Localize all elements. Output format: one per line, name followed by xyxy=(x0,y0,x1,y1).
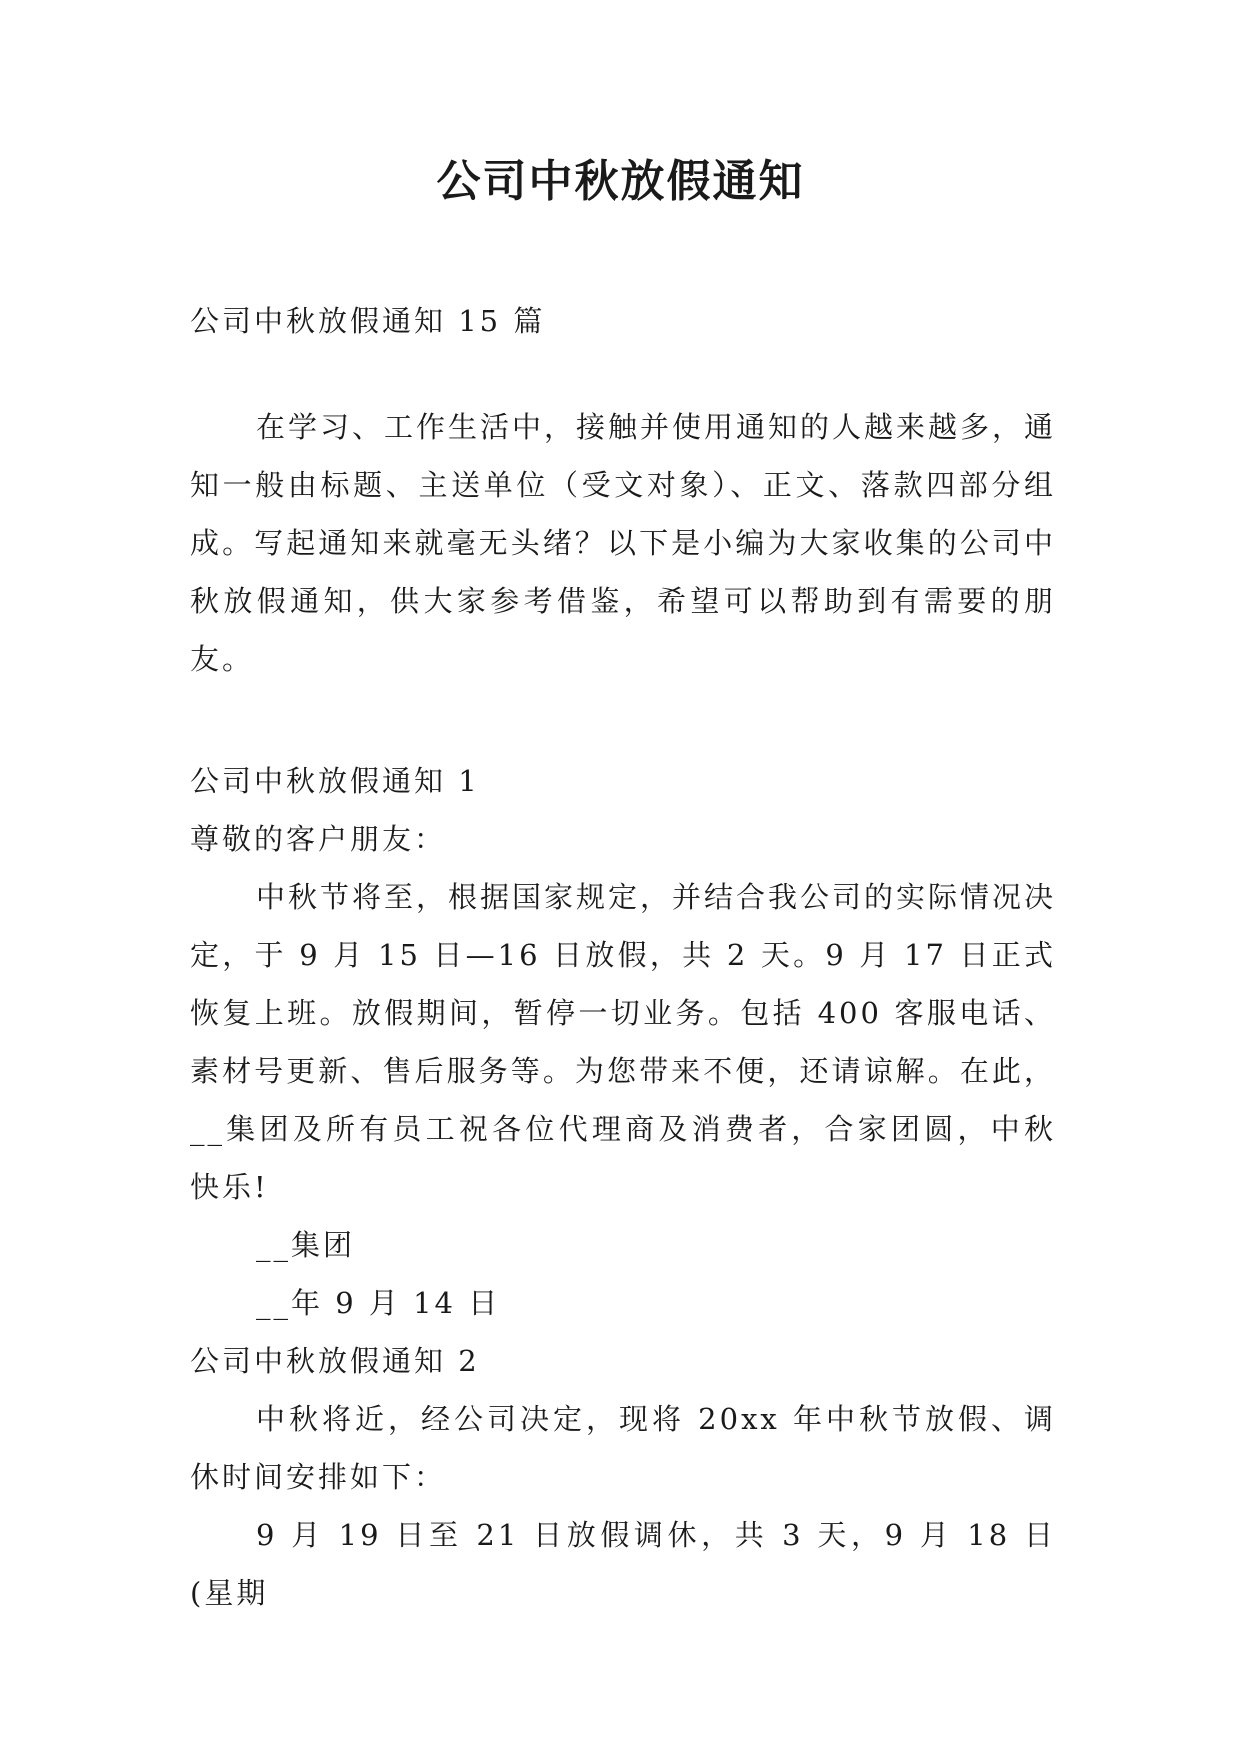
notice-1-greeting: 尊敬的客户朋友： xyxy=(190,822,447,856)
notices-section xyxy=(190,752,1056,1622)
document-subtitle: 公司中秋放假通知 15 篇 xyxy=(190,304,546,338)
intro-paragraph: 在学习、工作生活中，接触并使用通知的人越来越多，通知一般由标题、主送单位（受文对象）、正文、落款四部分组成。写起通知来就毫无头绪？以下是小编为大家收集的公司中秋放假通知，供大家参考借鉴，希望可以帮助到有需要的朋友。 xyxy=(190,410,1057,676)
document-title: 公司中秋放假通知 xyxy=(436,156,805,207)
notice-1-body: 中秋节将至，根据国家规定，并结合我公司的实际情况决定，于 9 月 15 日—16 日放假，共 2 天。9 月 17 日正式恢复上班。放假期间，暂停一切业务。包括 400 客服电话、素材号更新、售后服务等。为您带来不便，还请谅解。在此，__集团及所有员工祝各位代理商及消费者，合家团圆，中秋快乐! xyxy=(190,880,1057,1204)
notice-2-schedule: 9 月 19 日至 21 日放假调休，共 3 天，9 月 18 日(星期 xyxy=(190,1518,1056,1610)
notice-2-body: 中秋将近，经公司决定，现将 20xx 年中秋节放假、调休时间安排如下： xyxy=(190,1402,1056,1494)
notice-1-signature: __集团 xyxy=(256,1228,356,1262)
notice-1-date: __年 9 月 14 日 xyxy=(256,1286,501,1320)
intro-section xyxy=(190,398,1056,688)
notice-1-heading: 公司中秋放假通知 1 xyxy=(190,764,480,798)
notice-2-heading: 公司中秋放假通知 2 xyxy=(190,1344,480,1378)
